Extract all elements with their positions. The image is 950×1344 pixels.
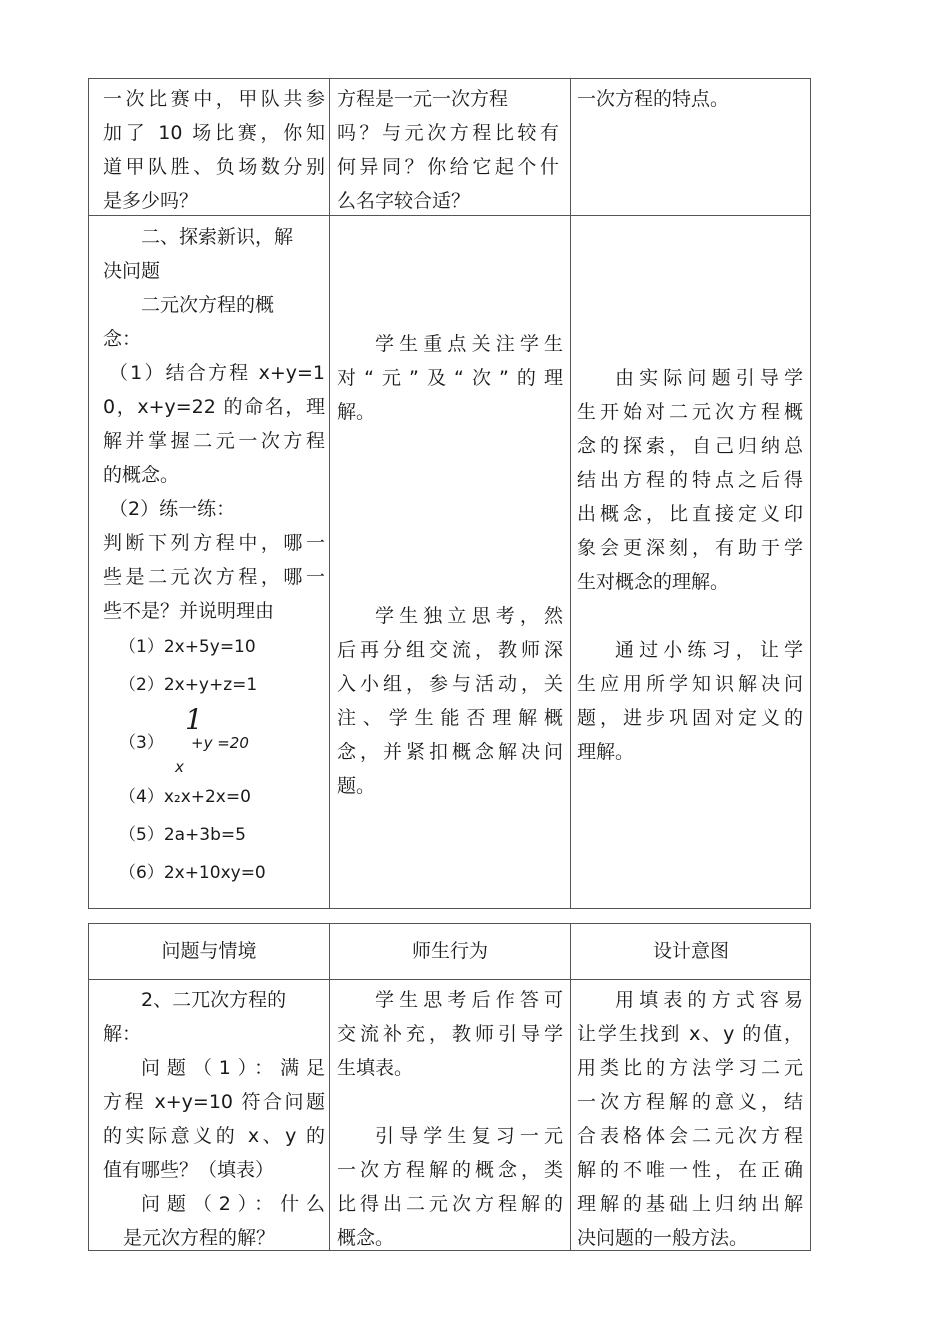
text-line: 些是二元次方程，哪一 — [103, 566, 325, 588]
text-line: 后再分组交流，教师深 — [337, 639, 563, 661]
text-line: 对“元”及“次”的理 — [337, 367, 563, 389]
scenario-cell — [103, 220, 325, 892]
text-line: 何异同？你给它起个什 — [337, 156, 559, 178]
lesson-table — [88, 923, 811, 1251]
section-heading: 2、二兀次方程的 — [141, 989, 287, 1011]
row-divider — [89, 979, 810, 980]
activity-cell — [337, 82, 559, 218]
text-line: 学生独立思考，然 — [375, 605, 563, 627]
concept-heading: 二元次方程的概 — [141, 294, 275, 316]
text-line: 是多少吗？ — [103, 190, 199, 212]
text-line: 的概念。 — [103, 464, 180, 486]
text-line: 比得出二元次方程解的 — [337, 1193, 563, 1215]
text-line: 值有哪些？（填表） — [103, 1159, 275, 1181]
text-line: 生应用所学知识解决问 — [577, 673, 803, 695]
lesson-table-continued — [88, 78, 811, 909]
paragraph-gap — [337, 531, 563, 565]
header-teacher-student-activity: 师生行为 — [411, 940, 488, 962]
text-line: 解并掌握二元一次方程 — [103, 430, 325, 452]
text-line: 学生重点关注学生 — [375, 333, 563, 355]
text-line: 生对概念的理解。 — [577, 571, 730, 593]
activity-cell — [337, 327, 563, 803]
text-line: 题。 — [337, 775, 376, 797]
fraction-equation-item — [103, 704, 325, 778]
text-line: 些不是？并说明理由 — [103, 600, 275, 622]
text-line: 一次方程的特点。 — [577, 88, 730, 110]
text-line: 合表格体会二元次方程 — [577, 1125, 803, 1147]
text-line: 注、学生能否理解概 — [337, 707, 563, 729]
fraction-numerator: 1 — [185, 703, 203, 736]
text-line: 0，x+y=22 的命名，理 — [103, 396, 325, 418]
text-line: 生填表。 — [337, 1057, 414, 1079]
text-line: 结出方程的特点之后得 — [577, 469, 803, 491]
column-divider — [570, 79, 571, 908]
text-line: 方程 x+y=10 符合问题 — [103, 1091, 325, 1113]
text-line: 么名字较合适？ — [337, 190, 471, 212]
equation-item: （4）x₂x+2x=0 — [119, 787, 251, 807]
column-divider — [329, 79, 330, 908]
fraction-denominator: x — [175, 758, 184, 776]
paragraph-gap — [337, 429, 563, 463]
text-line: （1）结合方程 x+y=1 — [109, 362, 325, 384]
text-line: 是元次方程的解？ — [123, 1227, 276, 1249]
text-line: 学生思考后作答可 — [375, 989, 563, 1011]
text-line: 解。 — [337, 401, 376, 423]
text-line: 生开始对二元次方程概 — [577, 401, 803, 423]
text-line: 交流补充，教师引导学 — [337, 1023, 563, 1045]
paragraph-gap — [337, 1085, 563, 1119]
section-heading: 解： — [103, 1023, 142, 1045]
text-line: 由实际问题引导学 — [615, 367, 803, 389]
paragraph-gap — [337, 497, 563, 531]
equation-item: （5）2a+3b=5 — [119, 825, 246, 845]
text-line: 加了 10 场比赛，你知 — [103, 122, 325, 144]
equation-item: （1）2x+5y=10 — [119, 637, 256, 657]
text-line: 问题（2）：什么 — [141, 1193, 325, 1215]
text-line: 出概念，比直接定义印 — [577, 503, 803, 525]
text-line: 象会更深刻，有助于学 — [577, 537, 803, 559]
equation-label: （3） — [119, 733, 164, 753]
text-line: 用填表的方式容易 — [615, 989, 803, 1011]
scenario-cell — [103, 82, 325, 218]
text-line: 理解的基础上归纳出解 — [577, 1193, 803, 1215]
exercise-heading: （2）练一练： — [109, 498, 236, 520]
paragraph-gap — [577, 599, 803, 633]
text-line: 解的不唯一性，在正确 — [577, 1159, 803, 1181]
text-line: 概念。 — [337, 1227, 395, 1249]
section-heading: 决问题 — [103, 260, 161, 282]
text-line: 理解。 — [577, 741, 635, 763]
text-line: 一次方程解的意义，结 — [577, 1091, 803, 1113]
scenario-cell — [103, 983, 325, 1255]
activity-cell — [337, 983, 563, 1255]
text-line: 方程是一元一次方程 — [337, 88, 509, 110]
text-line: 引导学生复习一元 — [375, 1125, 563, 1147]
text-line: 题，进步巩固对定义的 — [577, 707, 803, 729]
text-line: 一次方程解的概念，类 — [337, 1159, 563, 1181]
intent-cell — [577, 983, 803, 1255]
text-line: 判断下列方程中，哪一 — [103, 532, 325, 554]
paragraph-gap — [337, 565, 563, 599]
header-design-intent: 设计意图 — [652, 940, 729, 962]
text-line: 一次比赛中，甲队共参 — [103, 88, 325, 110]
text-line: 通过小练习，让学 — [615, 639, 803, 661]
text-line: 用类比的方法学习二元 — [577, 1057, 803, 1079]
text-line: 吗？与元次方程比较有 — [337, 122, 559, 144]
equation-remainder: +y =20 — [191, 734, 249, 752]
paragraph-gap — [337, 463, 563, 497]
text-line: 问题（1）：满足 — [141, 1057, 325, 1079]
intent-cell — [577, 361, 803, 769]
text-line: 念，并紧扣概念解决问 — [337, 741, 563, 763]
header-problem-context: 问题与情境 — [161, 940, 257, 962]
equation-item: （6）2x+10xy=0 — [119, 863, 266, 883]
equation-item: （2）2x+y+z=1 — [119, 675, 258, 695]
text-line: 让学生找到 x、y 的值， — [577, 1023, 803, 1045]
text-line: 念的探索，自己归纳总 — [577, 435, 803, 457]
text-line: 决问题的一般方法。 — [577, 1227, 749, 1249]
text-line: 入小组，参与活动，关 — [337, 673, 563, 695]
intent-cell — [577, 82, 803, 116]
text-line: 的实际意义的 x、y 的 — [103, 1125, 325, 1147]
text-line: 道甲队胜、负场数分别 — [103, 156, 325, 178]
section-heading: 二、探索新识，解 — [141, 226, 294, 248]
concept-heading: 念： — [103, 328, 142, 350]
